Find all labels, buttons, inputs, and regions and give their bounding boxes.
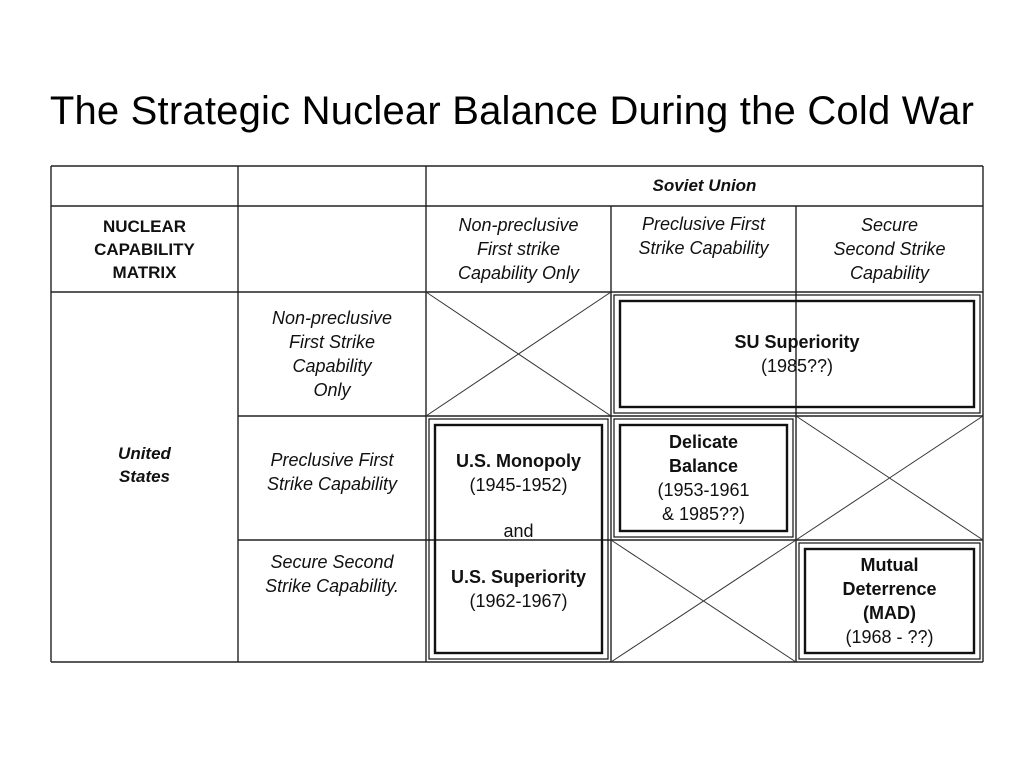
us-monopoly-period: (1945-1952) — [469, 475, 568, 495]
mad-period: (1968 - ??) — [845, 627, 934, 647]
su-col-header-preclusive: Preclusive First Strike Capability — [638, 214, 769, 258]
empty-cell-cross — [611, 540, 796, 662]
united-states-header: United States — [118, 444, 171, 486]
mad-label-2: Deterrence — [842, 579, 937, 599]
delicate-balance-label-1: Delicate — [668, 432, 739, 452]
us-outcomes-cell — [435, 425, 602, 653]
delicate-balance-label-2: Balance — [668, 456, 739, 476]
su-superiority-label: SU Superiority — [734, 332, 860, 352]
us-row-header-preclusive: Preclusive First Strike Capability — [266, 450, 398, 494]
us-superiority-period: (1962-1967) — [469, 591, 568, 611]
soviet-union-header: Soviet Union — [652, 176, 757, 195]
mad-label-3: (MAD) — [863, 603, 916, 623]
mad-label-1: Mutual — [860, 555, 919, 575]
empty-cell-cross — [796, 416, 983, 540]
mad-cell — [805, 549, 974, 653]
su-superiority-period: (1985??) — [760, 356, 834, 376]
empty-cell-cross — [426, 292, 611, 416]
delicate-balance-period-1: (1953-1961 — [657, 480, 750, 500]
us-monopoly-label: U.S. Monopoly — [456, 451, 581, 471]
us-row-header-non-preclusive: Non-preclusive First Strike Capability Only — [271, 308, 393, 400]
delicate-balance-cell — [620, 425, 787, 531]
connector-and: and — [503, 521, 534, 541]
us-superiority-label: U.S. Superiority — [450, 567, 587, 587]
matrix-corner-label: NUCLEAR CAPABILITY MATRIX — [94, 216, 195, 282]
su-col-header-secure: Secure Second Strike Capability — [833, 215, 946, 283]
us-row-header-secure: Secure Second Strike Capability. — [265, 552, 399, 596]
slide-title: The Strategic Nuclear Balance During the Cold War — [49, 88, 975, 133]
su-superiority-cell — [620, 301, 974, 407]
su-col-header-non-preclusive: Non-preclusive First strike Capability Only — [457, 215, 580, 283]
delicate-balance-period-2: & 1985??) — [661, 504, 746, 524]
